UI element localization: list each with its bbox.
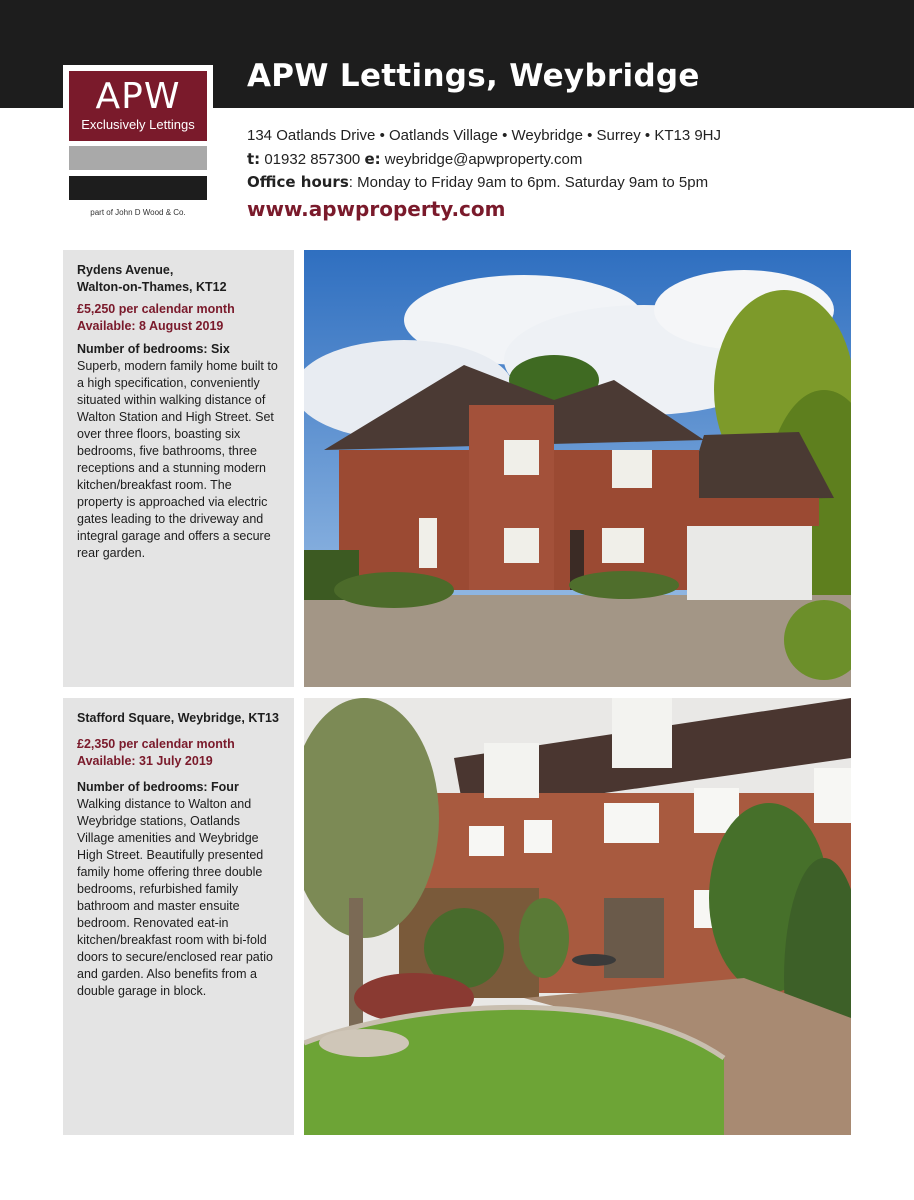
listing-price: £5,250 per calendar month <box>77 302 235 316</box>
listing-panel-rydens <box>63 250 294 687</box>
listing-availability: Available: 31 July 2019 <box>77 754 213 768</box>
listing-description: Walking distance to Walton and Weybridge stations, Oatlands Village amenities and Weybridge High Street. Beautifully presented family home offering three double bedrooms, refurbished family bathroom and master ensuite bedroom. Renovated eat-in kitchen/breakfast room with bi-fold doors to secure/enclosed rear patio and garden. Also benefits from a double garage in block. <box>77 797 273 998</box>
listing-bedrooms: Number of bedrooms: Four <box>77 780 239 794</box>
apw-logo <box>63 65 213 205</box>
listing-availability: Available: 8 August 2019 <box>77 319 224 333</box>
contact-line <box>247 148 721 172</box>
office-hours <box>247 171 721 195</box>
property-photo-rydens <box>304 250 851 687</box>
logo-text: APW <box>95 76 181 117</box>
logo-subtitle: Exclusively Lettings <box>81 117 195 132</box>
contact-info <box>247 124 721 195</box>
listing-panel-stafford <box>63 698 294 1135</box>
listing-address: Stafford Square, Weybridge, KT13 <box>77 711 279 725</box>
listing-description: Superb, modern family home built to a high specification, conveniently situated within walking distance of Walton Station and High Street. Set over three floors, boasting six bedrooms, five bathrooms, three receptions and a stunning modern kitchen/breakfast room. The property is approached via electric gates leading to the driveway and integral garage and offers a secure rear garden. <box>77 359 278 560</box>
logo-footer: part of John D Wood & Co. <box>90 208 186 217</box>
office-address: 134 Oatlands Drive • Oatlands Village • Weybridge • Surrey • KT13 9HJ <box>247 127 722 144</box>
email-address: weybridge@apwproperty.com <box>384 150 583 168</box>
website-link[interactable]: www.apwproperty.com <box>247 197 506 221</box>
listing-price: £2,350 per calendar month <box>77 737 235 751</box>
logo-badge <box>69 71 207 141</box>
tel-label: t: <box>247 149 261 168</box>
email-label: e: <box>364 149 381 168</box>
logo-black-bar <box>69 176 207 200</box>
logo-grey-bar <box>69 146 207 170</box>
listing-address-town: Walton-on-Thames, KT12 <box>77 280 227 294</box>
listing-bedrooms: Number of bedrooms: Six <box>77 342 230 356</box>
hours-label: Office hours <box>247 173 349 191</box>
phone-number: 01932 857300 <box>264 150 361 168</box>
page-title: APW Lettings, Weybridge <box>247 58 700 94</box>
hours-text: : Monday to Friday 9am to 6pm. Saturday 9am to 5pm <box>348 174 709 191</box>
listing-address: Rydens Avenue, <box>77 263 174 277</box>
property-photo-stafford <box>304 698 851 1135</box>
